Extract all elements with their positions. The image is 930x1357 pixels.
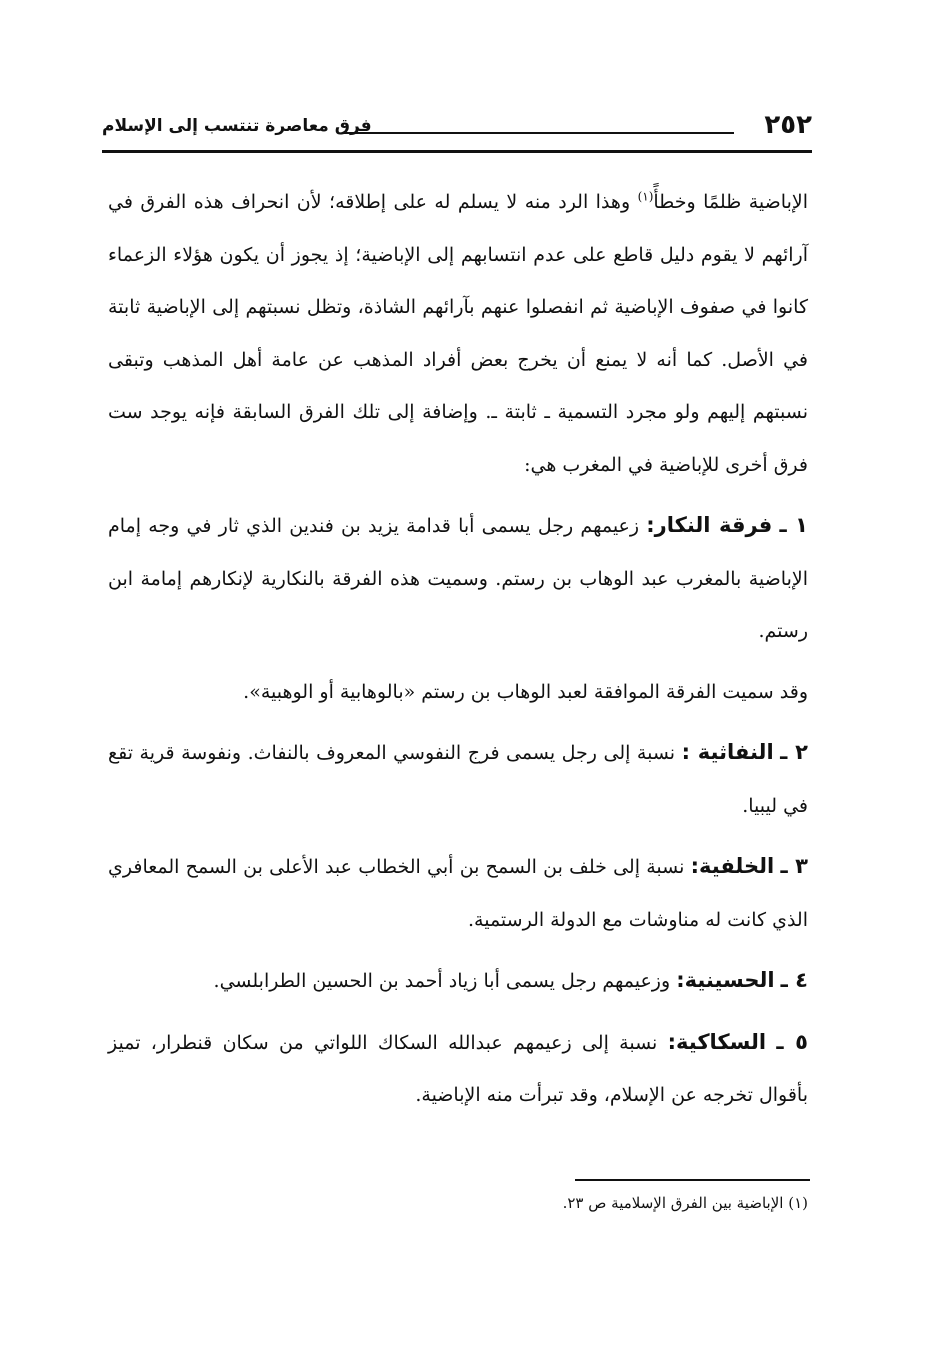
header-rule	[102, 150, 812, 153]
page-header	[102, 108, 812, 148]
sect-description: نسبة إلى رجل يسمى فرج النفوسي المعروف بالنفاث. ونفوسة قرية تقع في ليبيا.	[108, 742, 808, 817]
intro-paragraph	[108, 176, 808, 491]
sect-description: نسبة إلى زعيمهم عبدالله السكاك اللواتي من سكان قنطرار، تميز بأقوال تخرجه عن الإسلام، وقد تبرأت منه الإباضية.	[108, 1031, 808, 1106]
sect-number: ١ ـ	[779, 513, 808, 537]
sect-item-1	[108, 499, 808, 658]
sect-description: زعيمهم رجل يسمى أبا قدامة يزيد بن فندين الذي ثار في وجه إمام الإباضية بالمغرب عبد الوهاب بن رستم. وسميت هذه الفرقة بالنكارية لإنكارهم إمامة ابن رستم.	[108, 515, 808, 642]
footnote-text: الإباضية بين الفرق الإسلامية ص ٢٣.	[562, 1194, 789, 1212]
sect-name: السكاكية:	[667, 1029, 767, 1054]
sect-item-2	[108, 726, 808, 832]
sect-description: وزعيمهم رجل يسمى أبا زياد أحمد بن الحسين الطرابلسي.	[213, 970, 677, 992]
sect-number: ٥ ـ	[776, 1029, 808, 1054]
main-text	[108, 176, 808, 1122]
sect-name: النفاثية :	[681, 740, 774, 764]
sect-note: وقد سميت الفرقة الموافقة لعبد الوهاب بن رستم «بالوهابية أو الوهبية».	[243, 680, 808, 703]
sect-number: ٤ ـ	[780, 968, 808, 992]
sect-name: الحسينية:	[676, 968, 775, 992]
intro-text-rest: وهذا الرد منه لا يسلم له على إطلاقه؛ لأن انحراف هذه الفرق في آرائهم لا يقوم دليل قاطع على عدم انتسابهم إلى الإباضية؛ إذ يجوز أن يكون هؤلاء الزعماء كانوا في صفوف الإباضية ثم انفصلوا عنهم بآرائهم الشاذة، وتظل نسبتهم إلى الإباضية ثابتة في الأصل. كما أنه لا يمنع أن يخرج بعض أفراد المذهب عن عامة أهل المذهب وتبقى نسبتهم إليهم ولو مجرد التسمية ـ ثابتة ـ. وإضافة إلى تلك الفرق السابقة فإنه يوجد ست فرق أخرى للإباضية في المغرب هي:	[108, 191, 808, 476]
sect-name: فرقة النكار:	[646, 513, 773, 537]
sect-item-5	[108, 1016, 808, 1122]
sect-item-3	[108, 840, 808, 946]
sect-item-4	[108, 954, 808, 1008]
footnote-separator	[575, 1179, 810, 1181]
footnote-marker: (١)	[788, 1194, 808, 1212]
running-title: فرق معاصرة تنتسب إلى الإسلام	[102, 116, 372, 136]
footnote	[300, 1190, 808, 1216]
intro-text-start: الإباضية ظلمًا وخطأً	[653, 191, 808, 213]
footnote-reference: (١)	[637, 189, 654, 204]
sect-description: نسبة إلى خلف بن السمح بن أبي الخطاب عبد الأعلى بن السمح المعافري الذي كانت له مناوشات مع الدولة الرستمية.	[108, 856, 808, 931]
sect-number: ٣ ـ	[780, 854, 808, 878]
page-number: ٢٥٢	[764, 110, 812, 140]
sect-name: الخلفية:	[690, 854, 775, 878]
sect-number: ٢ ـ	[780, 740, 808, 764]
header-dash-line	[344, 132, 734, 134]
